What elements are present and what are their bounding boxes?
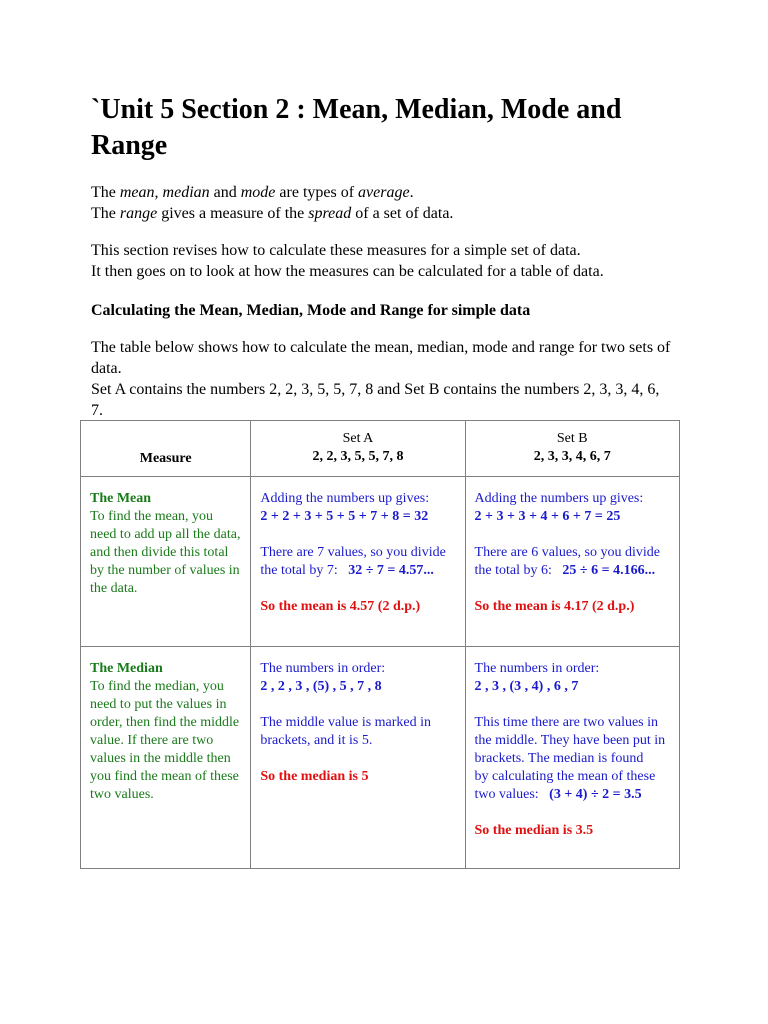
mean-b-line: Adding the numbers up gives:: [474, 491, 644, 506]
measures-table: [80, 420, 680, 869]
median-b-line: The numbers in order:: [474, 661, 600, 676]
intro-text: gives a measure of the: [157, 205, 309, 222]
term-range: range: [119, 205, 158, 222]
mean-a-line: the total by 7:: [260, 563, 338, 578]
intro-text: .: [409, 184, 414, 201]
set-a-values: 2, 2, 3, 5, 5, 7, 8: [312, 449, 404, 464]
term-spread: spread: [308, 205, 352, 222]
mean-b-line: There are 6 values, so you divide: [474, 545, 660, 560]
mean-a-line: There are 7 values, so you divide: [260, 545, 446, 560]
mean-b-division: [475, 562, 670, 580]
intro-text: The: [91, 205, 120, 222]
revision-line: It then goes on to look at how the measures can be calculated for a table of data.: [91, 263, 604, 280]
mean-b-div-value: 25 ÷ 6 = 4.166...: [562, 563, 656, 578]
intro-text: ,: [154, 184, 163, 201]
header-measure: Measure: [81, 421, 251, 477]
mean-a-line: Adding the numbers up gives:: [260, 491, 430, 506]
term-mode: mode: [240, 184, 276, 201]
table-intro-line: The table below shows how to calculate the mean, median, mode and range for two sets of data.: [91, 339, 671, 377]
mean-b-line: the total by 6:: [474, 563, 552, 578]
median-b-line: This time there are two values in: [474, 715, 659, 730]
revision-line: This section revises how to calculate these measures for a simple set of data.: [91, 242, 581, 259]
intro-paragraph: [91, 182, 681, 224]
median-b-calc: (3 + 4) ÷ 2 = 3.5: [549, 787, 642, 802]
intro-text: of a set of data.: [351, 205, 454, 222]
median-b-line: by calculating the mean of these two values:: [474, 769, 656, 802]
set-a-label: Set A: [342, 431, 374, 446]
median-b-result: So the median is 3.5: [474, 823, 594, 838]
set-b-values: 2, 3, 3, 4, 6, 7: [533, 449, 611, 464]
mean-description: To find the mean, you need to add up all the data, and then divide this total by the number of values in the data.: [90, 509, 241, 596]
header-set-a: [251, 421, 465, 477]
mean-a-div-value: 32 ÷ 7 = 4.57...: [348, 563, 434, 578]
mean-b-sum: 2 + 3 + 3 + 4 + 6 + 7 = 25: [474, 509, 621, 524]
header-set-b: [465, 421, 679, 477]
median-a-order: 2 , 2 , 3 , (5) , 5 , 7 , 8: [260, 679, 382, 694]
page-title: `Unit 5 Section 2 : Mean, Median, Mode and Range: [91, 94, 622, 161]
median-a-line: The middle value is marked in brackets, and it is 5.: [260, 715, 432, 748]
median-set-a-cell: [251, 647, 465, 869]
intro-text: The: [91, 184, 120, 201]
mean-b-result: So the mean is 4.17 (2 d.p.): [474, 599, 635, 614]
intro-text: are types of: [275, 184, 359, 201]
table-intro-line: Set A contains the numbers 2, 2, 3, 5, 5, 7, 8 and Set B contains the numbers 2, 3, 3, 4, 6, 7.: [91, 381, 660, 419]
mean-set-b-cell: [465, 477, 679, 647]
median-title: The Median: [90, 661, 163, 676]
table-intro-paragraph: [91, 337, 671, 421]
table-row-median: [81, 647, 680, 869]
median-set-b-cell: [465, 647, 679, 869]
median-measure-cell: [81, 647, 251, 869]
intro-text: and: [209, 184, 241, 201]
median-b-calc-line: [475, 768, 670, 804]
mean-measure-cell: [81, 477, 251, 647]
mean-title: The Mean: [90, 491, 152, 506]
mean-a-result: So the mean is 4.57 (2 d.p.): [260, 599, 421, 614]
revision-paragraph: [91, 240, 681, 282]
table-header-row: [81, 421, 680, 477]
mean-a-division: [260, 562, 455, 580]
median-b-order: 2 , 3 , (3 , 4) , 6 , 7: [474, 679, 579, 694]
term-median: median: [162, 184, 210, 201]
median-b-line: the middle. They have been put in brackets. The median is found: [474, 733, 666, 766]
term-mean: mean: [119, 184, 155, 201]
term-average: average: [358, 184, 410, 201]
median-a-result: So the median is 5: [260, 769, 369, 784]
section-subheading: Calculating the Mean, Median, Mode and Range for simple data: [91, 302, 531, 319]
mean-a-sum: 2 + 2 + 3 + 5 + 5 + 7 + 8 = 32: [260, 509, 429, 524]
table-row-mean: [81, 477, 680, 647]
median-a-line: The numbers in order:: [260, 661, 386, 676]
median-description: To find the median, you need to put the values in order, then find the middle value. If there are two values in the middle then you find the mean of these two values.: [90, 679, 240, 802]
set-b-label: Set B: [556, 431, 588, 446]
mean-set-a-cell: [251, 477, 465, 647]
